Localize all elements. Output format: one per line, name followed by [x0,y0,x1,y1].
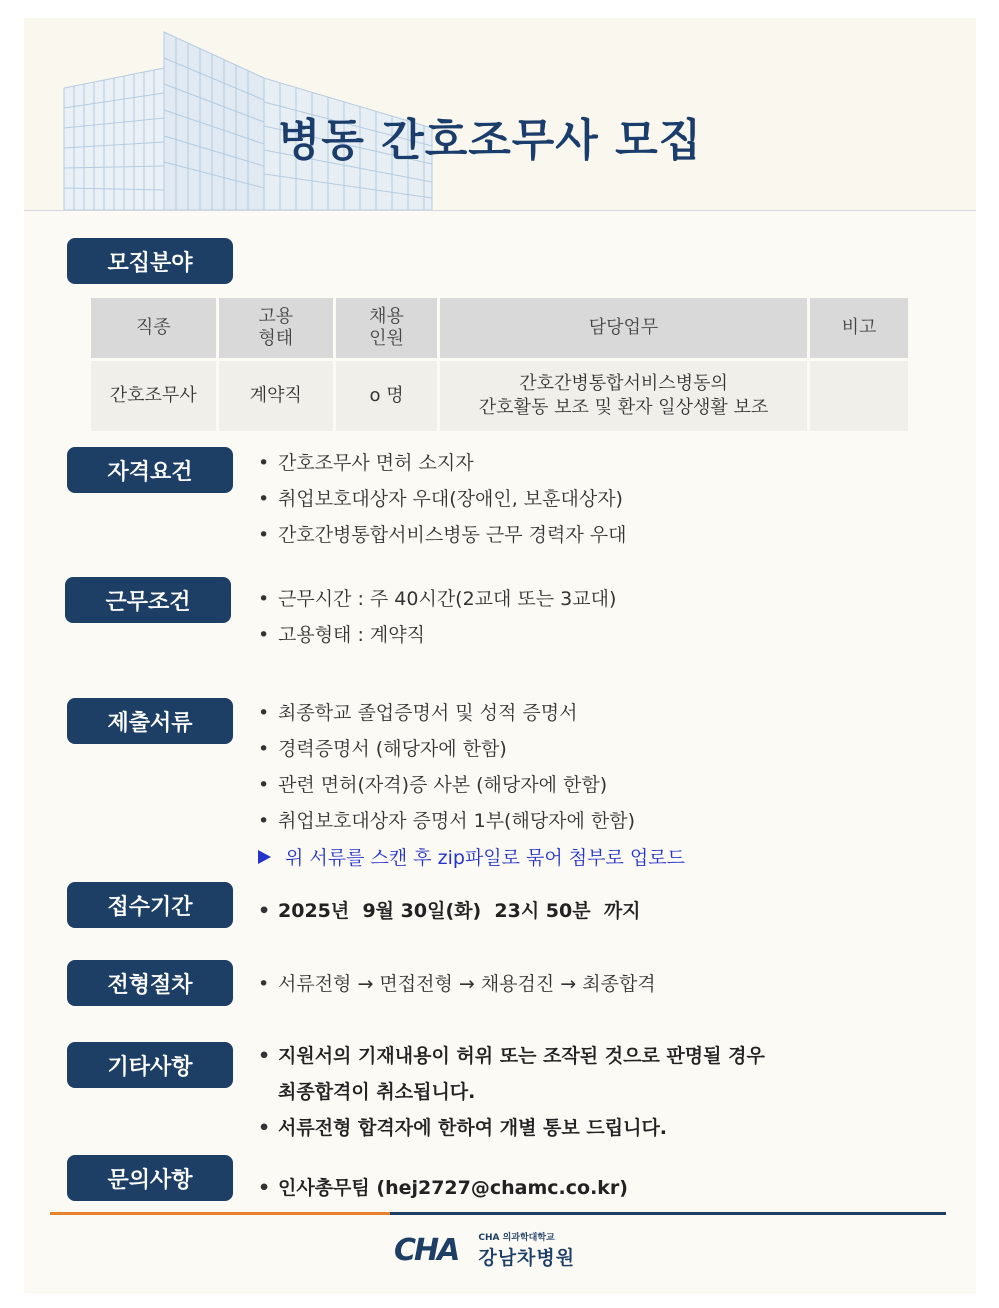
cell-job: 간호조무사 [91,358,216,431]
footer-divider-orange [50,1212,390,1215]
upload-note [258,843,685,870]
section-label-process: 전형절차 [67,960,233,1006]
col-header-text: 직종 [135,317,171,338]
col-header-text: 고용 [258,306,294,327]
cell-type: 계약직 [219,358,334,431]
list-item: • 지원서의 기재내용이 허위 또는 조작된 것으로 판명될 경우 [258,1043,765,1079]
list-item: • 최종학교 졸업증명서 및 성적 증명서 [258,700,635,736]
col-header-count [336,298,437,358]
col-header-type [219,298,334,358]
list-item: • 취업보호대상자 증명서 1부(해당자에 한함) [258,808,635,844]
logo-hospital-name: 강남차병원 [478,1247,576,1269]
footer-divider-navy [390,1212,946,1215]
logo-subtitle: CHA 의과학대학교 [478,1233,555,1243]
cell-duty-line2: 간호활동 보조 및 환자 일상생활 보조 [478,397,769,418]
recruit-table [88,298,911,431]
list-item: • 2025년 9월 30일(화) 23시 50분 까지 [258,898,641,934]
contact-list [258,1175,628,1211]
hospital-logo [394,1232,575,1268]
process-list [258,971,656,1007]
col-header-text: 인원 [369,328,404,349]
list-item: • 간호간병통합서비스병동 근무 경력자 우대 [258,522,627,558]
cell-note [810,358,908,431]
section-label-field: 모집분야 [67,238,233,284]
list-item: • 경력증명서 (해당자에 한함) [258,736,635,772]
list-item: • 고용형태 : 계약직 [258,622,616,658]
page-title: 병동 간호조무사 모집 [277,115,703,166]
list-item: • 인사총무팀 (hej2727@chamc.co.kr) [258,1175,628,1211]
section-label-period: 접수기간 [67,882,233,928]
table-header-row [91,298,908,358]
cell-count: o 명 [336,358,437,431]
logo-text [478,1230,575,1270]
list-item: • 관련 면허(자격)증 사본 (해당자에 한함) [258,772,635,808]
cell-duty-line1: 간호간병통합서비스병동의 [519,373,728,394]
period-list [258,898,641,934]
list-item: • 취업보호대상자 우대(장애인, 보훈대상자) [258,486,627,522]
list-item: • 간호조무사 면허 소지자 [258,450,627,486]
list-item: • 서류전형 → 면접전형 → 채용검진 → 최종합격 [258,971,656,1007]
col-header-text: 채용 [369,306,404,327]
cha-logo-mark: CHA [394,1232,459,1268]
section-label-etc: 기타사항 [67,1042,233,1088]
section-label-qualifications: 자격요건 [67,447,233,493]
documents-list [258,700,635,844]
cell-duty [440,358,807,431]
section-label-contact: 문의사항 [67,1155,233,1201]
qualifications-list [258,450,627,558]
list-item: • 서류전형 합격자에 한하여 개별 통보 드립니다. [258,1115,765,1151]
section-label-conditions: 근무조건 [65,577,231,623]
section-label-documents: 제출서류 [67,698,233,744]
conditions-list [258,586,616,658]
table-row [91,358,908,431]
col-header-text: 비고 [841,317,877,338]
col-header-note [810,298,908,358]
upload-note-text: 위 서류를 스캔 후 zip파일로 묶어 첨부로 업로드 [285,847,685,869]
list-item: 최종합격이 취소됩니다. [278,1081,476,1103]
col-header-text: 담당업무 [588,317,659,338]
col-header-job [91,298,216,358]
play-triangle-icon [258,850,271,864]
list-item: • 근무시간 : 주 40시간(2교대 또는 3교대) [258,586,616,622]
col-header-text: 형태 [258,328,294,349]
col-header-duty [440,298,807,358]
etc-list [258,1043,765,1151]
